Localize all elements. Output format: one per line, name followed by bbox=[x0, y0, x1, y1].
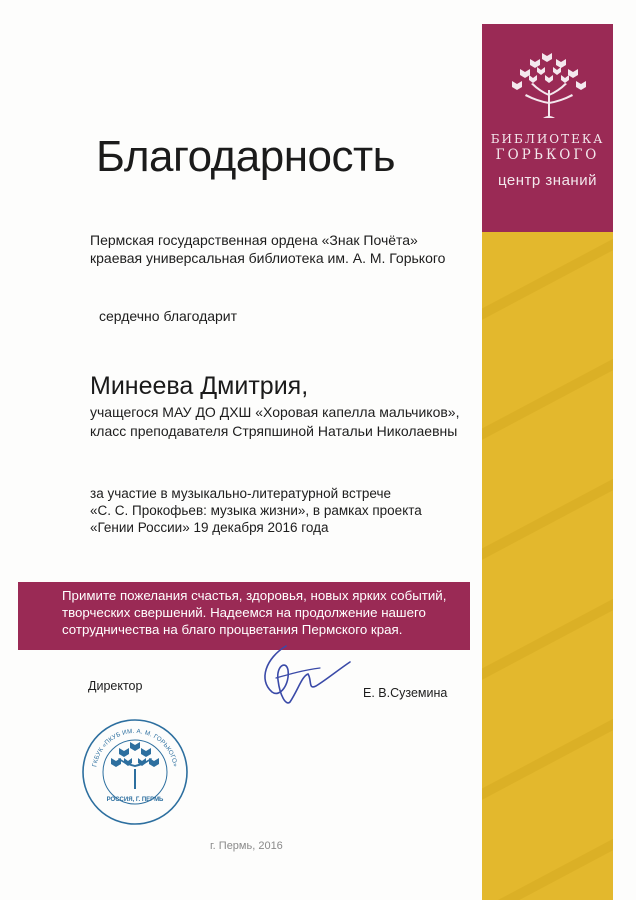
wishes-line-2: творческих свершений. Надеемся на продолжение нашего bbox=[62, 605, 426, 620]
recipient-name: Минеева Дмитрия, bbox=[90, 372, 309, 400]
brand-line-center: центр знаний bbox=[498, 172, 597, 189]
thanks-phrase: сердечно благодарит bbox=[99, 308, 238, 324]
stamp-bottom-text: РОССИЯ, Г. ПЕРМЬ bbox=[106, 797, 164, 803]
certificate-title: Благодарность bbox=[96, 132, 396, 181]
brand-band-mustard bbox=[482, 232, 613, 900]
organization-line-2: краевая универсальная библиотека им. А. М. Горького bbox=[90, 250, 446, 266]
director-label: Директор bbox=[88, 679, 143, 693]
participation-line-2: «С. С. Прокофьев: музыка жизни», в рамках проекта bbox=[90, 503, 422, 518]
organization-line-1: Пермская государственная ордена «Знак Почёта» bbox=[90, 232, 418, 248]
official-stamp bbox=[80, 717, 190, 827]
city-year: г. Пермь, 2016 bbox=[210, 840, 283, 852]
participation-line-3: «Гении России» 19 декабря 2016 года bbox=[90, 520, 329, 535]
brand-line-gorky: ГОРЬКОГО bbox=[495, 147, 600, 163]
brand-line-library: БИБЛИОТЕКА bbox=[490, 132, 605, 146]
recipient-school: учащегося МАУ ДО ДХШ «Хоровая капелла мальчиков», bbox=[90, 404, 460, 420]
director-signature bbox=[246, 640, 354, 708]
director-name: Е. В.Суземина bbox=[363, 686, 448, 700]
library-tree-logo-icon bbox=[507, 52, 591, 122]
recipient-teacher: класс преподавателя Стряпшиной Натальи Николаевны bbox=[90, 423, 458, 439]
wishes-line-3: сотрудничества на благо процветания Пермского края. bbox=[62, 622, 403, 637]
stamp-top-text: ГКБУК «ПКУБ ИМ. А. М. ГОРЬКОГО» bbox=[91, 727, 179, 768]
wishes-line-1: Примите пожелания счастья, здоровья, новых ярких событий, bbox=[62, 588, 447, 603]
participation-line-1: за участие в музыкально-литературной встрече bbox=[90, 486, 391, 501]
